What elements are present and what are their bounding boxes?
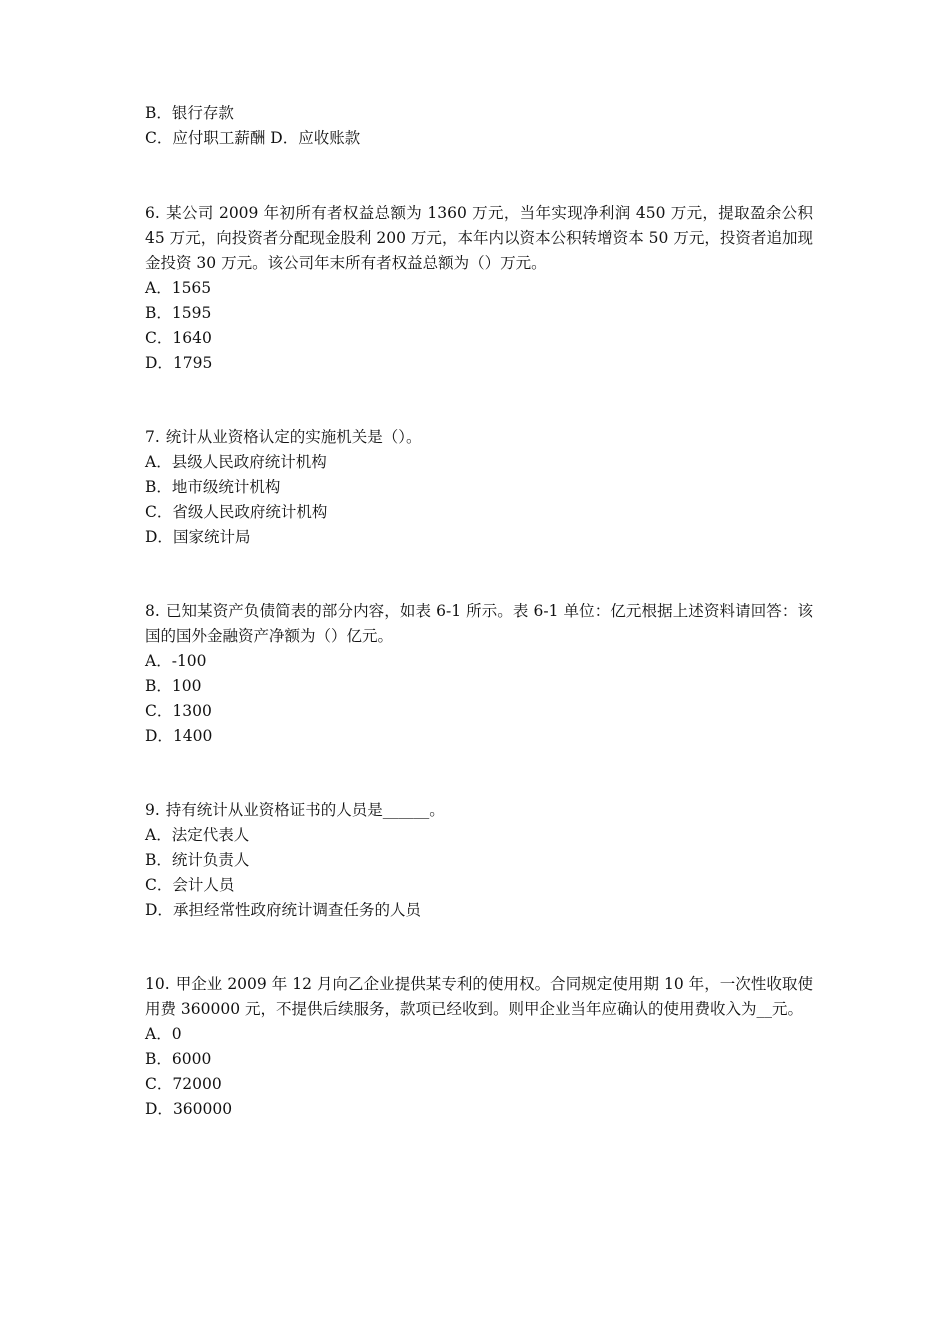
option-text: 360000 [172, 1100, 233, 1118]
question-text: 已知某资产负债简表的部分内容，如表 6-1 所示。表 6-1 单位：亿元根据上述资料请回答：该国的国外金融资产净额为（）亿元。 [145, 602, 813, 645]
option-letter: B． [145, 677, 172, 695]
option-a [145, 823, 813, 848]
option-b [145, 475, 813, 500]
option-d [145, 525, 813, 550]
option-d [145, 351, 813, 376]
option-text: 法定代表人 [171, 826, 250, 844]
option-letter: A． [145, 453, 172, 471]
option-letter: B． [145, 851, 172, 869]
option-letter: D． [145, 354, 173, 372]
option-a [145, 649, 813, 674]
option-letter: C． [145, 503, 173, 521]
question-stem [145, 425, 813, 450]
option-letter: A． [145, 279, 172, 297]
question-number: 10. [145, 975, 170, 993]
question-7 [145, 425, 813, 550]
option-text: 会计人员 [172, 876, 235, 894]
option-letter: B． [145, 1050, 172, 1068]
option-text: 1565 [171, 279, 212, 297]
option-b [145, 848, 813, 873]
question-number: 9. [145, 801, 160, 819]
question-10 [145, 972, 813, 1122]
option-b [145, 101, 813, 126]
option-letter: D． [145, 1100, 173, 1118]
option-a [145, 1022, 813, 1047]
option-letter: C． [145, 1075, 173, 1093]
option-b [145, 674, 813, 699]
option-text: 72000 [172, 1075, 222, 1093]
option-text: 承担经常性政府统计调查任务的人员 [172, 901, 421, 919]
option-letter: C． [145, 129, 173, 147]
option-text: 100 [171, 677, 202, 695]
option-text: 1795 [172, 354, 213, 372]
question-6 [145, 201, 813, 376]
question-number: 8. [145, 602, 160, 620]
option-letter: C． [145, 329, 173, 347]
option-text: 统计负责人 [171, 851, 250, 869]
option-c [145, 326, 813, 351]
question-8 [145, 599, 813, 749]
option-letter: C． [145, 702, 173, 720]
option-text: -100 [171, 652, 207, 670]
option-text: 省级人民政府统计机构 [172, 503, 328, 521]
option-letter: C． [145, 876, 173, 894]
option-text: 0 [171, 1025, 182, 1043]
option-c [145, 1072, 813, 1097]
question-stem [145, 798, 813, 823]
option-text: 国家统计局 [172, 528, 251, 546]
question-text: 持有统计从业资格证书的人员是______。 [165, 801, 445, 819]
option-letter: B． [145, 478, 172, 496]
option-a [145, 450, 813, 475]
question-stem [145, 599, 813, 649]
option-d [145, 898, 813, 923]
option-c [145, 699, 813, 724]
option-text: 地市级统计机构 [171, 478, 281, 496]
option-letter: B． [145, 304, 172, 322]
option-letter: A． [145, 652, 172, 670]
option-b [145, 1047, 813, 1072]
question-number: 7. [145, 428, 160, 446]
option-letter: D． [145, 901, 173, 919]
question-text: 统计从业资格认定的实施机关是（）。 [165, 428, 422, 446]
question-stem [145, 201, 813, 276]
question-9 [145, 798, 813, 923]
option-c [145, 500, 813, 525]
option-text: 1640 [172, 329, 212, 347]
option-a [145, 276, 813, 301]
option-d [145, 724, 813, 749]
option-text: 1400 [172, 727, 213, 745]
option-letter: A． [145, 826, 172, 844]
option-c [145, 873, 813, 898]
question-text: 某公司 2009 年初所有者权益总额为 1360 万元，当年实现净利润 450 万元，提取盈余公积 45 万元，向投资者分配现金股利 200 万元，本年内以资本公积转增资本 50 万元，投资者追加现金投资 30 万元。该公司年末所有者权益总额为（）万元。 [145, 204, 813, 272]
option-text: 县级人民政府统计机构 [171, 453, 327, 471]
option-b [145, 301, 813, 326]
option-text: 1595 [171, 304, 212, 322]
option-text: 银行存款 [171, 104, 234, 122]
option-text: 应付职工薪酬 D．应收账款 [172, 129, 361, 147]
question-stem [145, 972, 813, 1022]
question-number: 6. [145, 204, 160, 222]
option-text: 6000 [171, 1050, 212, 1068]
partial-question-options [145, 101, 813, 151]
option-letter: A． [145, 1025, 172, 1043]
option-letter: D． [145, 727, 173, 745]
question-text: 甲企业 2009 年 12 月向乙企业提供某专利的使用权。合同规定使用期 10 年，一次性收取使用费 360000 元，不提供后续服务，款项已经收到。则甲企业当年应确认的使用费收入为__元。 [145, 975, 813, 1018]
option-c [145, 126, 813, 151]
option-letter: B． [145, 104, 172, 122]
option-letter: D． [145, 528, 173, 546]
option-d [145, 1097, 813, 1122]
option-text: 1300 [172, 702, 212, 720]
